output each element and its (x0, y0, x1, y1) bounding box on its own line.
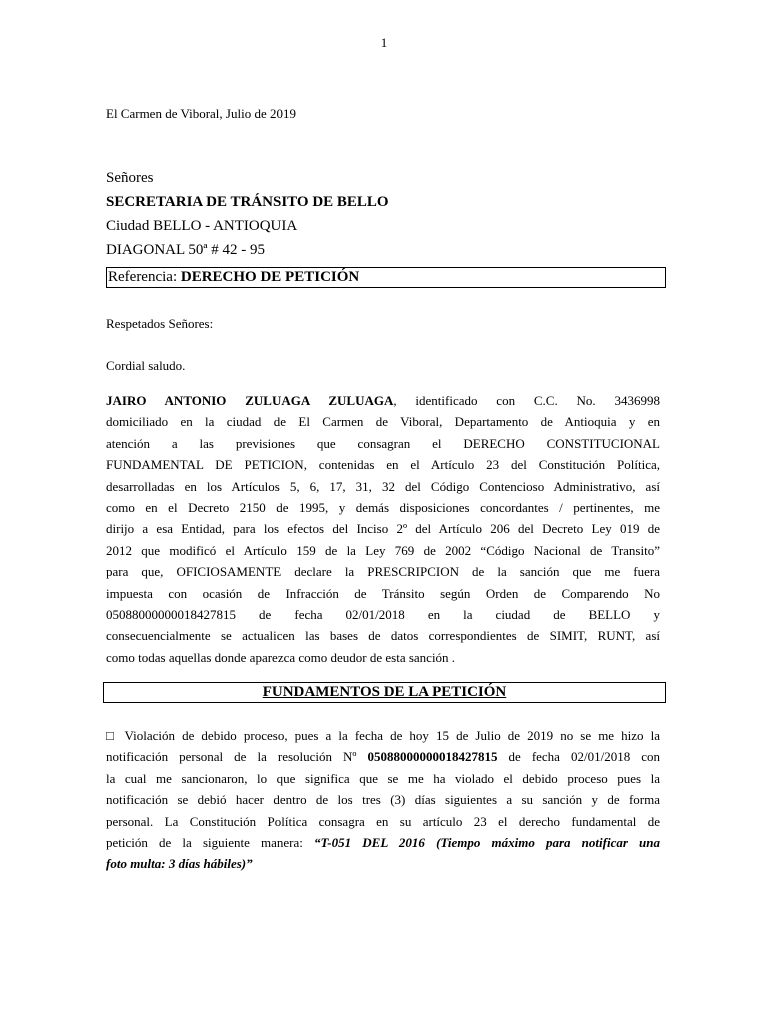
fundamentos-line (106, 832, 660, 853)
fundamentos-paragraph (106, 725, 660, 875)
body-line: domiciliado en la ciudad de El Carmen de Viboral, Departamento de Antioquia y en (106, 414, 660, 430)
body-line: impuesta con ocasión de Infracción de Tránsito según Orden de Comparendo No (106, 585, 660, 601)
fundamentos-line: □ Violación de debido proceso, pues a la fecha de hoy 15 de Julio de 2019 no se me hizo la (106, 728, 660, 743)
fundamentos-text: de fecha 02/01/2018 con (497, 749, 660, 765)
jurisprudence-citation: “T-051 DEL 2016 (Tiempo máximo para notificar una (314, 834, 660, 850)
body-line: como en el Decreto 2150 de 1995, y demás disposiciones concordantes / pertinentes, me (106, 499, 660, 515)
addressee-city: Ciudad BELLO - ANTIOQUIA (106, 218, 298, 234)
reference-line (108, 269, 359, 286)
section-title (103, 684, 666, 701)
reference-value: DERECHO DE PETICIÓN (180, 269, 360, 285)
body-paragraph (106, 390, 660, 668)
resolution-number: 05088000000018427815 (367, 749, 498, 765)
place-date: El Carmen de Viboral, Julio de 2019 (106, 106, 296, 121)
section-title-text: FUNDAMENTOS DE LA PETICIÓN (262, 684, 507, 700)
body-line: para que, OFICIOSAMENTE declare la PRESCRIPCION de la sanción que me fuera (106, 564, 660, 580)
petitioner-id: , identificado con C.C. No. 3436998 (393, 393, 660, 408)
jurisprudence-citation-end: foto multa: 3 días hábiles)” (106, 856, 253, 872)
fundamentos-text: petición de la siguiente manera: (106, 834, 315, 850)
greeting-cordial: Cordial saludo. (106, 358, 186, 373)
fundamentos-line: la cual me sancionaron, lo que significa que se me ha violado el debido proceso pues la (106, 770, 660, 786)
fundamentos-line (106, 746, 660, 767)
fundamentos-line: personal. La Constitución Política consagra en su artículo 23 el derecho fundamental de (106, 813, 660, 829)
body-line: FUNDAMENTAL DE PETICION, contenidas en el Artículo 23 del Constitución Política, (106, 457, 660, 473)
fundamentos-text: notificación personal de la resolución Nº (106, 749, 368, 765)
body-line: atención a las previsiones que consagran el DERECHO CONSTITUCIONAL (106, 435, 660, 451)
body-line: desarrolladas en los Artículos 5, 6, 17, 31, 32 del Código Contencioso Administrativo, así (106, 478, 660, 494)
fundamentos-line: notificación se debió hacer dentro de los tres (3) días siguientes a su sanción y de forma (106, 792, 660, 808)
body-line: 05088000000018427815 de fecha 02/01/2018 en la ciudad de BELLO y (106, 606, 660, 622)
body-line: consecuencialmente se actualicen las bases de datos correspondientes de SIMIT, RUNT, así (106, 628, 660, 644)
addressee-address: DIAGONAL 50ª # 42 - 95 (106, 242, 265, 258)
body-line (106, 390, 660, 411)
greeting-respetados: Respetados Señores: (106, 316, 214, 331)
addressee-entity: SECRETARIA DE TRÁNSITO DE BELLO (106, 194, 389, 210)
petitioner-name: JAIRO ANTONIO ZULUAGA ZULUAGA (106, 393, 394, 408)
body-line: dirijo a esa Entidad, para los efectos del Inciso 2º del Artículo 206 del Decreto Ley 019 de (106, 521, 660, 537)
body-line: como todas aquellas donde aparezca como deudor de esta sanción . (106, 649, 456, 665)
addressee-salutation: Señores (106, 170, 154, 186)
body-line: 2012 que modificó el Artículo 159 de la Ley 769 de 2002 “Código Nacional de Transito” (106, 542, 660, 558)
fundamentos-line (106, 853, 660, 874)
page-number: 1 (380, 35, 388, 50)
reference-label: Referencia: (108, 269, 178, 285)
